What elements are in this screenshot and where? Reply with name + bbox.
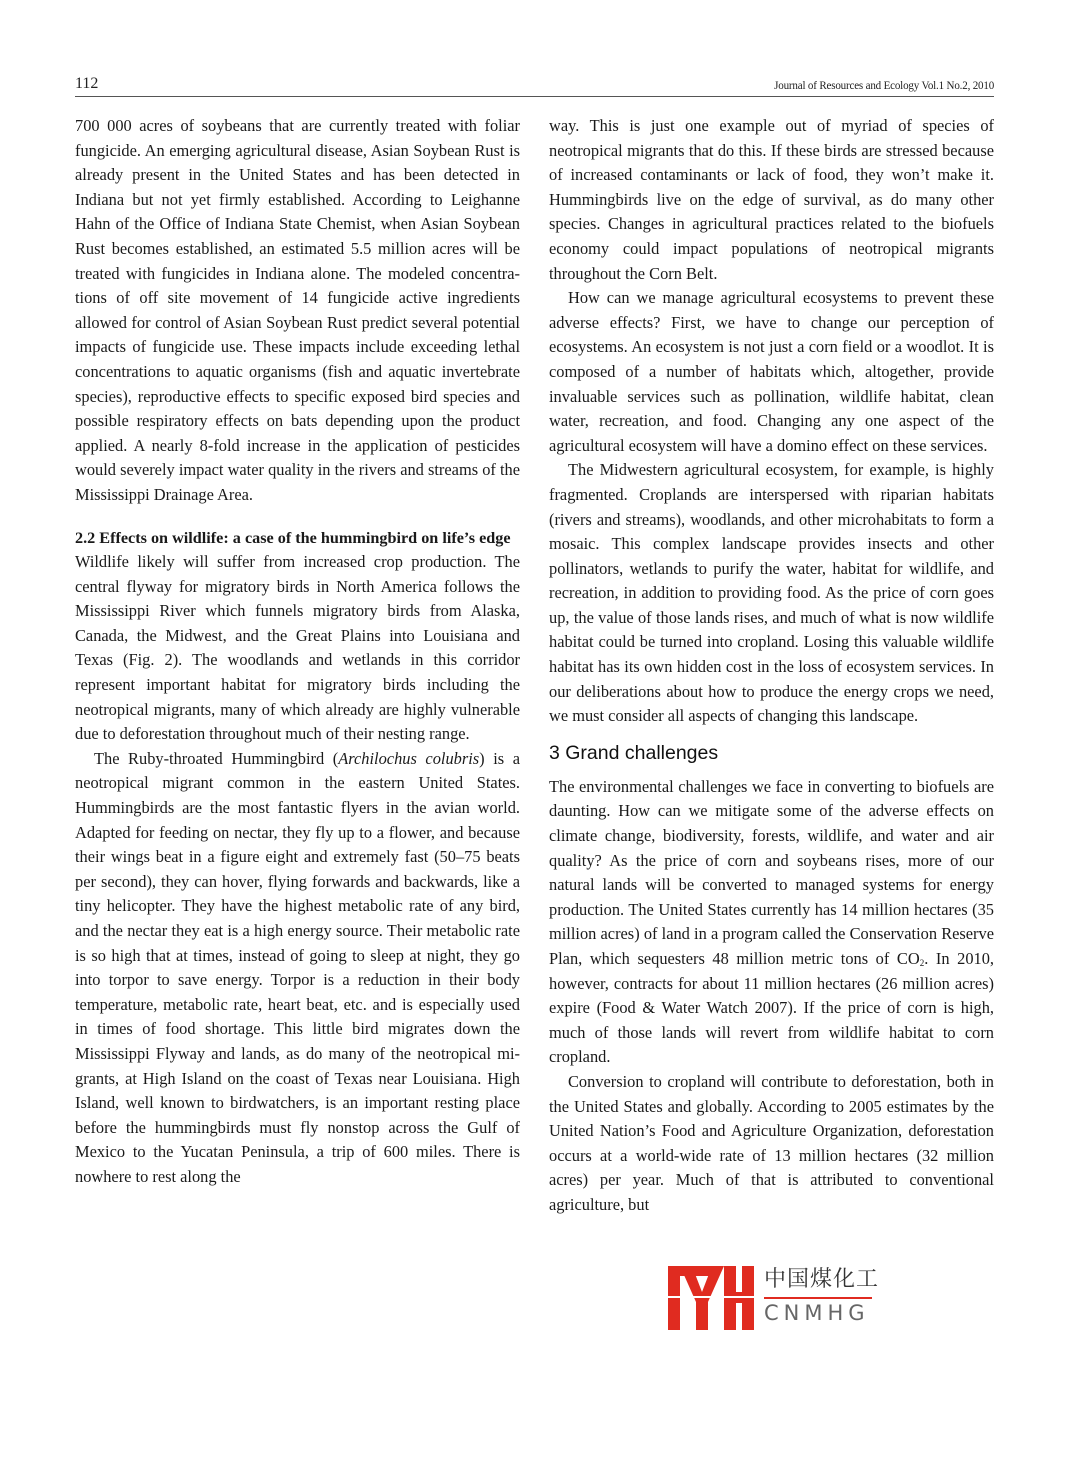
right-column	[549, 114, 994, 1218]
subscript: 2	[919, 958, 925, 968]
paragraph	[549, 775, 994, 1070]
page-header	[75, 74, 994, 97]
watermark-english-text: CNMHG	[764, 1301, 870, 1325]
paragraph: 700 000 acres of soybeans that are currently treated with foliar fungicide. An emerging agricultural disease, Asian Soybean Rust is already present in the United States and has been detected in Indiana but not yet firmly established. According to Leighanne Hahn of the Office of Indiana State Chemist, when Asian Soybean Rust becomes established, an estimated 5.5 million acres will be treated with fungicides in Indiana alone. The modeled concentrations of off site movement of 14 fungicide active ingredients allowed for control of Asian Soybean Rust predict several potential impacts of fungicide use. These impacts include exceeding lethal concentrations to aquatic organisms (fish and aquatic invertebrate species), reproductive effects to specific exposed bird species and possible respiratory effects on bats depending upon the product applied. A nearly 8-fold increase in the application of pesticides would severely impact water quality in the rivers and streams of the Mississippi Drainage Area.	[75, 116, 520, 504]
cnmhg-logo-icon	[668, 1266, 754, 1330]
paragraph: Conversion to cropland will contribute to deforestation, both in the United States and globally. According to 2005 estimates by the United Nation’s Food and Agriculture Organization, deforestation occurs at a world-wide rate of 13 million hectares (32 million acres) per year. Much of that is attributed to conventional agriculture, but	[549, 1071, 994, 1214]
paragraph: Wildlife likely will suffer from increased crop production. The central flyway for migratory birds in North America follows the Mississippi River which funnels migratory birds from Alaska, Canada, the Midwest, and the Great Plains into Louisiana and Texas (Fig. 2). The woodlands and wetlands in this corridor represent important habitat for migratory birds including the neotropical migrants, many of which already are highly vulnerable due to deforestation throughout much of their nesting range.	[75, 552, 520, 744]
text-run: The Ruby-throated Hummingbird (	[94, 748, 339, 768]
paragraph: How can we manage agricultural ecosystems to prevent these adverse effects? First, we have to change our perception of ecosystems. An ecosystem is not just a corn field or a woodlot. It is composed of a number of habitats which, altogether, provide invaluable services such as pollination, wildlife habitat, clean water, recreation, and food. Changing any one aspect of the agricultural ecosystem will have a domino effect on these services.	[549, 288, 994, 455]
watermark-chinese-text: 中国煤化工	[764, 1267, 880, 1292]
paragraph	[75, 747, 520, 1190]
text-run: . In 2010, however, contracts for about 11 million hectares (26 million acres) expire (Food & Water Watch 2007). If the price of corn is high, much of those lands will revert from wildlife habitat to corn cropland.	[549, 949, 995, 1067]
watermark-logo	[668, 1266, 998, 1334]
species-name: Archilochus colubris	[338, 748, 480, 768]
watermark-divider	[764, 1297, 872, 1299]
page-number: 112	[75, 75, 99, 92]
paragraph: way. This is just one example out of myriad of species of neotropical migrants that do this. If these birds are stressed because of increased contaminants or lack of food, they won’t make it. Hummingbirds live on the edge of survival, as do many other species. Changes in agricultural practices related to the biofuels economy could impact populations of neotropical migrants throughout the Corn Belt.	[549, 116, 994, 283]
paragraph: The Midwestern agricultural ecosystem, for example, is highly fragmented. Croplands are interspersed with riparian habitats (rivers and streams), woodlands, and other microhabitats to form a mosaic. This complex landscape provides insects and other pollinators, wetlands to purify the water, habitat for wildlife, and recreation, in addition to providing food. As the price of corn goes up, the value of those lands rises, and much of what is now wildlife habitat could be turned into cropland. Losing this valuable wildlife habitat has its own hidden cost in the loss of ecosystem services. In our deliberations about how to produce the energy crops we need, we must consider all aspects of changing this landscape.	[549, 460, 994, 726]
section-heading: 3 Grand challenges	[549, 741, 719, 764]
text-run: ) is a neotropical migrant common in the eastern United States. Hummingbirds are the most fantastic flyers in the avian world. Adapted for feeding on nectar, they fly up to a flower, and because their wings beat in a figure eight and extremely fast (50–75 beats per second), they can hover, flying forwards and backwards, like a tiny helicopter. They have the highest metabolic rate of any bird, and the nectar they eat is a high energy source. Their metabolic rate is so high that at times, instead of going to sleep at night, they go into torpor to save energy. Torpor is a reduction in their body temperature, metabolic rate, heart beat, etc. and is especially used in times of food shortage. This little bird migrates down the Mississippi Flyway and lands, as do many of the neotropical migrants, at High Island on the coast of Texas near Louisiana. High Island, well known to birdwatchers, is an important resting place before the hummingbirds must fly nonstop across the Gulf of Mexico to the Yucatan Peninsula, a trip of 600 miles. There is nowhere to rest along the	[75, 748, 520, 1186]
left-column	[75, 114, 520, 1190]
text-run: The environmental challenges we face in converting to biofuels are daunting. How can we mitigate some of the adverse effects on climate change, biodiversity, forests, wildlife, and water and air quality? As the price of corn and soybeans rises, more of our natural lands will be converted to managed systems for energy production. The United States currently has 14 million hectares (35 million acres) of land in a program called the Conservation Reserve Plan, which sequesters 48 million metric tons of CO	[549, 776, 994, 968]
subsection-heading: 2.2 Effects on wildlife: a case of the hummingbird on life’s edge	[75, 528, 511, 547]
running-head: Journal of Resources and Ecology Vol.1 No.2, 2010	[774, 78, 994, 92]
